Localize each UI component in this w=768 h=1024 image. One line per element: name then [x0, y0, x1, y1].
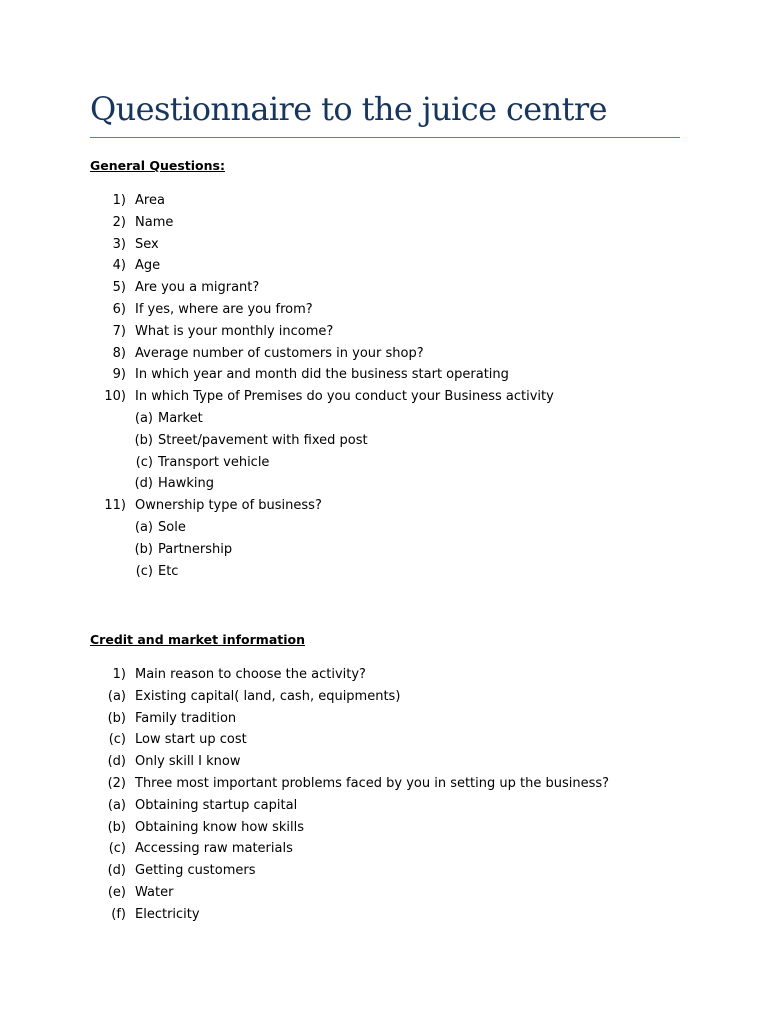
general-list-item — [0, 495, 768, 517]
general-list-item — [0, 473, 768, 495]
list-item-text: Partnership — [158, 541, 233, 557]
list-item-text: Getting customers — [135, 863, 256, 879]
list-item-marker: 9) — [112, 367, 126, 383]
general-list-item — [0, 364, 768, 386]
list-item-text: Obtaining know how skills — [135, 819, 304, 835]
list-item-marker: (b) — [107, 710, 126, 726]
list-item-marker: 8) — [112, 345, 126, 361]
general-list-item — [0, 190, 768, 212]
list-item-marker: 6) — [112, 301, 126, 317]
general-list-item — [0, 212, 768, 234]
list-item-marker: 1) — [112, 667, 126, 682]
list-item-text: Ownership type of business? — [135, 498, 322, 514]
list-item-text: Family tradition — [135, 710, 237, 726]
credit-list-item — [0, 904, 768, 926]
list-item-marker: (a) — [134, 519, 153, 535]
list-item-marker: 1) — [112, 193, 126, 208]
list-item-text: Accessing raw materials — [135, 841, 293, 857]
list-item-text: Obtaining startup capital — [135, 797, 298, 813]
credit-list-item — [0, 729, 768, 751]
list-item-text: Transport vehicle — [158, 454, 270, 470]
general-list-item — [0, 452, 768, 474]
general-list-item — [0, 299, 768, 321]
list-item-text: Area — [135, 193, 165, 208]
credit-list-item — [0, 882, 768, 904]
list-item-text: What is your monthly income? — [135, 323, 334, 339]
list-item-marker: (c) — [108, 732, 126, 748]
credit-list-item — [0, 860, 768, 882]
list-item-text: Sole — [158, 519, 186, 535]
general-list-item — [0, 343, 768, 365]
list-item-marker: 3) — [112, 236, 126, 252]
list-item-text: Are you a migrant? — [135, 280, 260, 296]
list-item-marker: (e) — [107, 884, 126, 900]
list-item-text: Age — [135, 258, 161, 274]
list-item-text: In which Type of Premises do you conduct your Business activity — [135, 389, 554, 405]
credit-list-item — [0, 795, 768, 817]
list-item-text: Hawking — [158, 476, 215, 492]
list-item-marker: 10) — [104, 389, 126, 405]
list-item-text: Existing capital( land, cash, equipments) — [135, 688, 401, 704]
credit-list-item — [0, 708, 768, 730]
general-list-item — [0, 255, 768, 277]
general-questions-heading: General Questions: — [90, 158, 225, 173]
list-item-text: Water — [135, 884, 174, 900]
list-item-text: Street/pavement with fixed post — [158, 432, 368, 448]
list-item-text: Low start up cost — [135, 732, 247, 748]
list-item-text: Name — [135, 214, 174, 230]
general-list-item — [0, 561, 768, 583]
general-list-item — [0, 539, 768, 561]
general-questions-list — [0, 190, 768, 582]
list-item-text: Etc — [158, 563, 179, 579]
general-list-item — [0, 321, 768, 343]
credit-list-item — [0, 773, 768, 795]
list-item-text: Only skill I know — [135, 754, 241, 770]
list-item-marker: 7) — [112, 323, 126, 339]
list-item-marker: (2) — [107, 775, 126, 791]
credit-market-heading: Credit and market information — [90, 632, 305, 647]
title-underline — [90, 137, 680, 138]
list-item-text: In which year and month did the business start operating — [135, 367, 509, 383]
list-item-marker: (c) — [135, 454, 153, 470]
list-item-marker: (d) — [107, 863, 126, 879]
list-item-text: Sex — [135, 236, 159, 252]
list-item-marker: 5) — [112, 280, 126, 296]
credit-list-item — [0, 664, 768, 686]
list-item-marker: (a) — [107, 688, 126, 704]
list-item-marker: (a) — [107, 797, 126, 813]
list-item-text: If yes, where are you from? — [135, 301, 313, 317]
general-list-item — [0, 517, 768, 539]
credit-list-item — [0, 838, 768, 860]
list-item-marker: (d) — [107, 754, 126, 770]
credit-list-item — [0, 686, 768, 708]
list-item-marker: 2) — [112, 214, 126, 230]
list-item-marker: 4) — [112, 258, 126, 274]
list-item-text: Average number of customers in your shop? — [135, 345, 424, 361]
credit-list-item — [0, 751, 768, 773]
general-list-item — [0, 234, 768, 256]
list-item-marker: (c) — [135, 563, 153, 579]
list-item-marker: 11) — [104, 498, 126, 514]
credit-market-list — [0, 664, 768, 926]
credit-list-item — [0, 817, 768, 839]
list-item-marker: (f) — [111, 906, 126, 922]
list-item-marker: (b) — [134, 541, 153, 557]
document-title: Questionnaire to the juice centre — [90, 90, 607, 128]
list-item-marker: (b) — [134, 432, 153, 448]
list-item-marker: (b) — [107, 819, 126, 835]
list-item-marker: (d) — [134, 476, 153, 492]
general-list-item — [0, 277, 768, 299]
list-item-marker: (c) — [108, 841, 126, 857]
list-item-text: Three most important problems faced by you in setting up the business? — [135, 775, 610, 791]
general-list-item — [0, 408, 768, 430]
list-item-text: Electricity — [135, 906, 200, 922]
list-item-marker: (a) — [134, 410, 153, 426]
list-item-text: Main reason to choose the activity? — [135, 667, 366, 682]
list-item-text: Market — [158, 410, 203, 426]
general-list-item — [0, 386, 768, 408]
general-list-item — [0, 430, 768, 452]
